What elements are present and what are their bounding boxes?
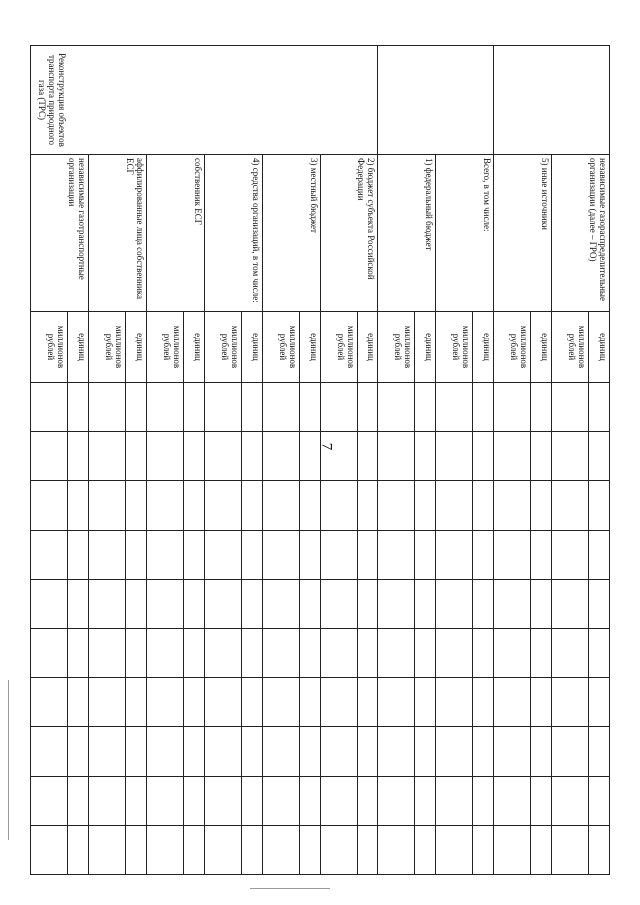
value-cell: [146, 432, 183, 481]
value-cell: [88, 481, 125, 530]
value-cell: [88, 530, 125, 579]
value-cell: [473, 825, 494, 874]
value-cell: [183, 432, 204, 481]
unit-cell: миллионов рублей: [436, 312, 473, 383]
value-cell: [552, 481, 589, 530]
value-cell: [31, 579, 68, 628]
value-cell: [531, 579, 552, 628]
value-cell: [299, 530, 320, 579]
value-cell: [473, 776, 494, 825]
value-cell: [357, 678, 378, 727]
table-row: [589, 46, 610, 875]
value-cell: [320, 825, 357, 874]
unit-cell: единиц: [473, 312, 494, 383]
unit-cell: миллионов рублей: [494, 312, 531, 383]
value-cell: [494, 530, 531, 579]
value-cell: [68, 383, 89, 432]
value-cell: [299, 628, 320, 677]
value-cell: [494, 727, 531, 776]
value-cell: [262, 481, 299, 530]
unit-cell: миллионов рублей: [31, 312, 68, 383]
table-row: [68, 46, 89, 875]
unit-cell: миллионов рублей: [552, 312, 589, 383]
value-cell: [436, 628, 473, 677]
value-cell: [531, 628, 552, 677]
value-cell: [204, 432, 241, 481]
value-cell: [262, 727, 299, 776]
unit-cell: миллионов рублей: [146, 312, 183, 383]
value-cell: [241, 727, 262, 776]
category-cell: 5) иные источники: [494, 155, 552, 312]
rotated-table-container: [30, 45, 610, 875]
value-cell: [357, 776, 378, 825]
value-cell: [320, 678, 357, 727]
value-cell: [68, 825, 89, 874]
unit-cell: единиц: [183, 312, 204, 383]
value-cell: [262, 628, 299, 677]
value-cell: [494, 481, 531, 530]
unit-cell: единиц: [531, 312, 552, 383]
value-cell: [436, 825, 473, 874]
table-row: [415, 46, 436, 875]
value-cell: [125, 383, 146, 432]
value-cell: [473, 727, 494, 776]
value-cell: [531, 727, 552, 776]
value-cell: [125, 432, 146, 481]
value-cell: [415, 432, 436, 481]
table-body: [31, 46, 610, 875]
unit-cell: единиц: [357, 312, 378, 383]
value-cell: [88, 383, 125, 432]
value-cell: [320, 432, 357, 481]
value-cell: [531, 776, 552, 825]
value-cell: [357, 530, 378, 579]
value-cell: [589, 727, 610, 776]
value-cell: [378, 825, 415, 874]
value-cell: [88, 776, 125, 825]
value-cell: [473, 481, 494, 530]
value-cell: [146, 530, 183, 579]
unit-cell: миллионов рублей: [204, 312, 241, 383]
value-cell: [320, 383, 357, 432]
unit-cell: единиц: [589, 312, 610, 383]
category-cell: 1) федеральный бюджет: [378, 155, 436, 312]
value-cell: [262, 825, 299, 874]
value-cell: [125, 825, 146, 874]
value-cell: [589, 628, 610, 677]
value-cell: [183, 678, 204, 727]
value-cell: [88, 628, 125, 677]
value-cell: [378, 579, 415, 628]
value-cell: [531, 383, 552, 432]
value-cell: [88, 678, 125, 727]
table-row: [125, 46, 146, 875]
value-cell: [494, 579, 531, 628]
unit-cell: единиц: [299, 312, 320, 383]
value-cell: [473, 628, 494, 677]
category-cell: Всего, в том числе:: [436, 155, 494, 312]
value-cell: [125, 530, 146, 579]
value-cell: [68, 727, 89, 776]
section-cell: [494, 46, 610, 155]
section-cell: [378, 46, 494, 155]
value-cell: [378, 628, 415, 677]
value-cell: [494, 678, 531, 727]
value-cell: [473, 383, 494, 432]
value-cell: [552, 825, 589, 874]
value-cell: [204, 481, 241, 530]
value-cell: [589, 530, 610, 579]
value-cell: [262, 432, 299, 481]
value-cell: [320, 530, 357, 579]
unit-cell: единиц: [241, 312, 262, 383]
value-cell: [531, 825, 552, 874]
value-cell: [31, 628, 68, 677]
value-cell: [68, 776, 89, 825]
table-row: [241, 46, 262, 875]
value-cell: [531, 530, 552, 579]
value-cell: [589, 678, 610, 727]
value-cell: [552, 383, 589, 432]
value-cell: [204, 530, 241, 579]
value-cell: [473, 432, 494, 481]
value-cell: [183, 383, 204, 432]
category-cell: 3) местный бюджет: [262, 155, 320, 312]
value-cell: [357, 628, 378, 677]
value-cell: [299, 579, 320, 628]
value-cell: [241, 825, 262, 874]
value-cell: [183, 776, 204, 825]
value-cell: [436, 432, 473, 481]
value-cell: [415, 628, 436, 677]
value-cell: [146, 579, 183, 628]
unit-cell: миллионов рублей: [320, 312, 357, 383]
table-row: [183, 46, 204, 875]
value-cell: [531, 481, 552, 530]
value-cell: [415, 678, 436, 727]
value-cell: [378, 432, 415, 481]
value-cell: [31, 825, 68, 874]
value-cell: [183, 825, 204, 874]
value-cell: [378, 481, 415, 530]
value-cell: [589, 776, 610, 825]
value-cell: [357, 432, 378, 481]
value-cell: [378, 727, 415, 776]
value-cell: [357, 825, 378, 874]
value-cell: [204, 727, 241, 776]
value-cell: [204, 383, 241, 432]
value-cell: [415, 727, 436, 776]
value-cell: [262, 530, 299, 579]
value-cell: [68, 579, 89, 628]
value-cell: [589, 481, 610, 530]
value-cell: [494, 825, 531, 874]
value-cell: [589, 432, 610, 481]
value-cell: [146, 825, 183, 874]
table-row: [299, 46, 320, 875]
value-cell: [31, 727, 68, 776]
value-cell: [146, 481, 183, 530]
value-cell: [531, 432, 552, 481]
value-cell: [204, 628, 241, 677]
value-cell: [88, 825, 125, 874]
value-cell: [436, 383, 473, 432]
value-cell: [357, 727, 378, 776]
value-cell: [299, 825, 320, 874]
value-cell: [31, 383, 68, 432]
value-cell: [183, 727, 204, 776]
value-cell: [31, 481, 68, 530]
value-cell: [436, 678, 473, 727]
value-cell: [552, 432, 589, 481]
value-cell: [299, 678, 320, 727]
value-cell: [473, 530, 494, 579]
value-cell: [589, 383, 610, 432]
value-cell: [146, 776, 183, 825]
value-cell: [436, 579, 473, 628]
value-cell: [473, 678, 494, 727]
scan-edge-mark: [250, 888, 330, 889]
value-cell: [241, 530, 262, 579]
value-cell: [357, 579, 378, 628]
value-cell: [241, 776, 262, 825]
value-cell: [589, 825, 610, 874]
value-cell: [494, 432, 531, 481]
value-cell: [31, 530, 68, 579]
category-cell: независимые газотранспортные организации: [31, 155, 89, 312]
category-cell: 4) средства организаций, в том числе:: [204, 155, 262, 312]
value-cell: [436, 727, 473, 776]
value-cell: [531, 678, 552, 727]
value-cell: [299, 481, 320, 530]
table-row: [531, 46, 552, 875]
value-cell: [494, 776, 531, 825]
category-cell: 2) бюджет субъекта Российской Федерации: [320, 155, 378, 312]
value-cell: [146, 727, 183, 776]
value-cell: [125, 481, 146, 530]
unit-cell: миллионов рублей: [378, 312, 415, 383]
value-cell: [299, 432, 320, 481]
value-cell: [262, 678, 299, 727]
value-cell: [68, 481, 89, 530]
value-cell: [125, 628, 146, 677]
value-cell: [415, 776, 436, 825]
section-cell: Реконструкция объектов транспорта природного газа (ТРС): [31, 46, 378, 155]
value-cell: [415, 825, 436, 874]
value-cell: [241, 678, 262, 727]
page-number: 7: [318, 442, 335, 451]
value-cell: [320, 628, 357, 677]
value-cell: [552, 579, 589, 628]
value-cell: [262, 383, 299, 432]
unit-cell: единиц: [125, 312, 146, 383]
value-cell: [552, 727, 589, 776]
value-cell: [68, 530, 89, 579]
value-cell: [262, 776, 299, 825]
value-cell: [494, 383, 531, 432]
value-cell: [183, 530, 204, 579]
value-cell: [320, 776, 357, 825]
value-cell: [552, 678, 589, 727]
value-cell: [378, 383, 415, 432]
value-cell: [125, 776, 146, 825]
value-cell: [552, 776, 589, 825]
value-cell: [415, 481, 436, 530]
value-cell: [31, 432, 68, 481]
value-cell: [31, 776, 68, 825]
value-cell: [378, 776, 415, 825]
value-cell: [378, 678, 415, 727]
value-cell: [494, 628, 531, 677]
value-cell: [125, 678, 146, 727]
value-cell: [589, 579, 610, 628]
value-cell: [204, 776, 241, 825]
value-cell: [357, 383, 378, 432]
value-cell: [436, 530, 473, 579]
value-cell: [241, 579, 262, 628]
value-cell: [125, 727, 146, 776]
value-cell: [552, 628, 589, 677]
value-cell: [183, 481, 204, 530]
value-cell: [299, 727, 320, 776]
value-cell: [146, 678, 183, 727]
value-cell: [299, 776, 320, 825]
value-cell: [436, 481, 473, 530]
value-cell: [299, 383, 320, 432]
unit-cell: миллионов рублей: [262, 312, 299, 383]
category-cell: аффилированные лица собственника ЕСГ: [88, 155, 146, 312]
value-cell: [415, 530, 436, 579]
value-cell: [125, 579, 146, 628]
value-cell: [88, 432, 125, 481]
value-cell: [88, 579, 125, 628]
value-cell: [204, 579, 241, 628]
value-cell: [415, 579, 436, 628]
value-cell: [241, 383, 262, 432]
value-cell: [183, 579, 204, 628]
value-cell: [320, 579, 357, 628]
value-cell: [204, 678, 241, 727]
value-cell: [552, 530, 589, 579]
value-cell: [262, 579, 299, 628]
value-cell: [241, 432, 262, 481]
scan-edge-mark: [8, 680, 9, 840]
value-cell: [357, 481, 378, 530]
category-cell: собственник ЕСГ: [146, 155, 204, 312]
value-cell: [436, 776, 473, 825]
value-cell: [320, 481, 357, 530]
value-cell: [146, 628, 183, 677]
value-cell: [68, 628, 89, 677]
table-row: [357, 46, 378, 875]
value-cell: [88, 727, 125, 776]
value-cell: [31, 678, 68, 727]
unit-cell: единиц: [68, 312, 89, 383]
value-cell: [320, 727, 357, 776]
unit-cell: единиц: [415, 312, 436, 383]
value-cell: [146, 383, 183, 432]
financing-table: [30, 45, 610, 875]
category-cell: независимые газораспределительные организации (далее – ГРО): [552, 155, 610, 312]
value-cell: [241, 481, 262, 530]
unit-cell: миллионов рублей: [88, 312, 125, 383]
value-cell: [68, 678, 89, 727]
value-cell: [415, 383, 436, 432]
table-row: [473, 46, 494, 875]
value-cell: [241, 628, 262, 677]
value-cell: [473, 579, 494, 628]
value-cell: [183, 628, 204, 677]
value-cell: [204, 825, 241, 874]
value-cell: [378, 530, 415, 579]
value-cell: [68, 432, 89, 481]
